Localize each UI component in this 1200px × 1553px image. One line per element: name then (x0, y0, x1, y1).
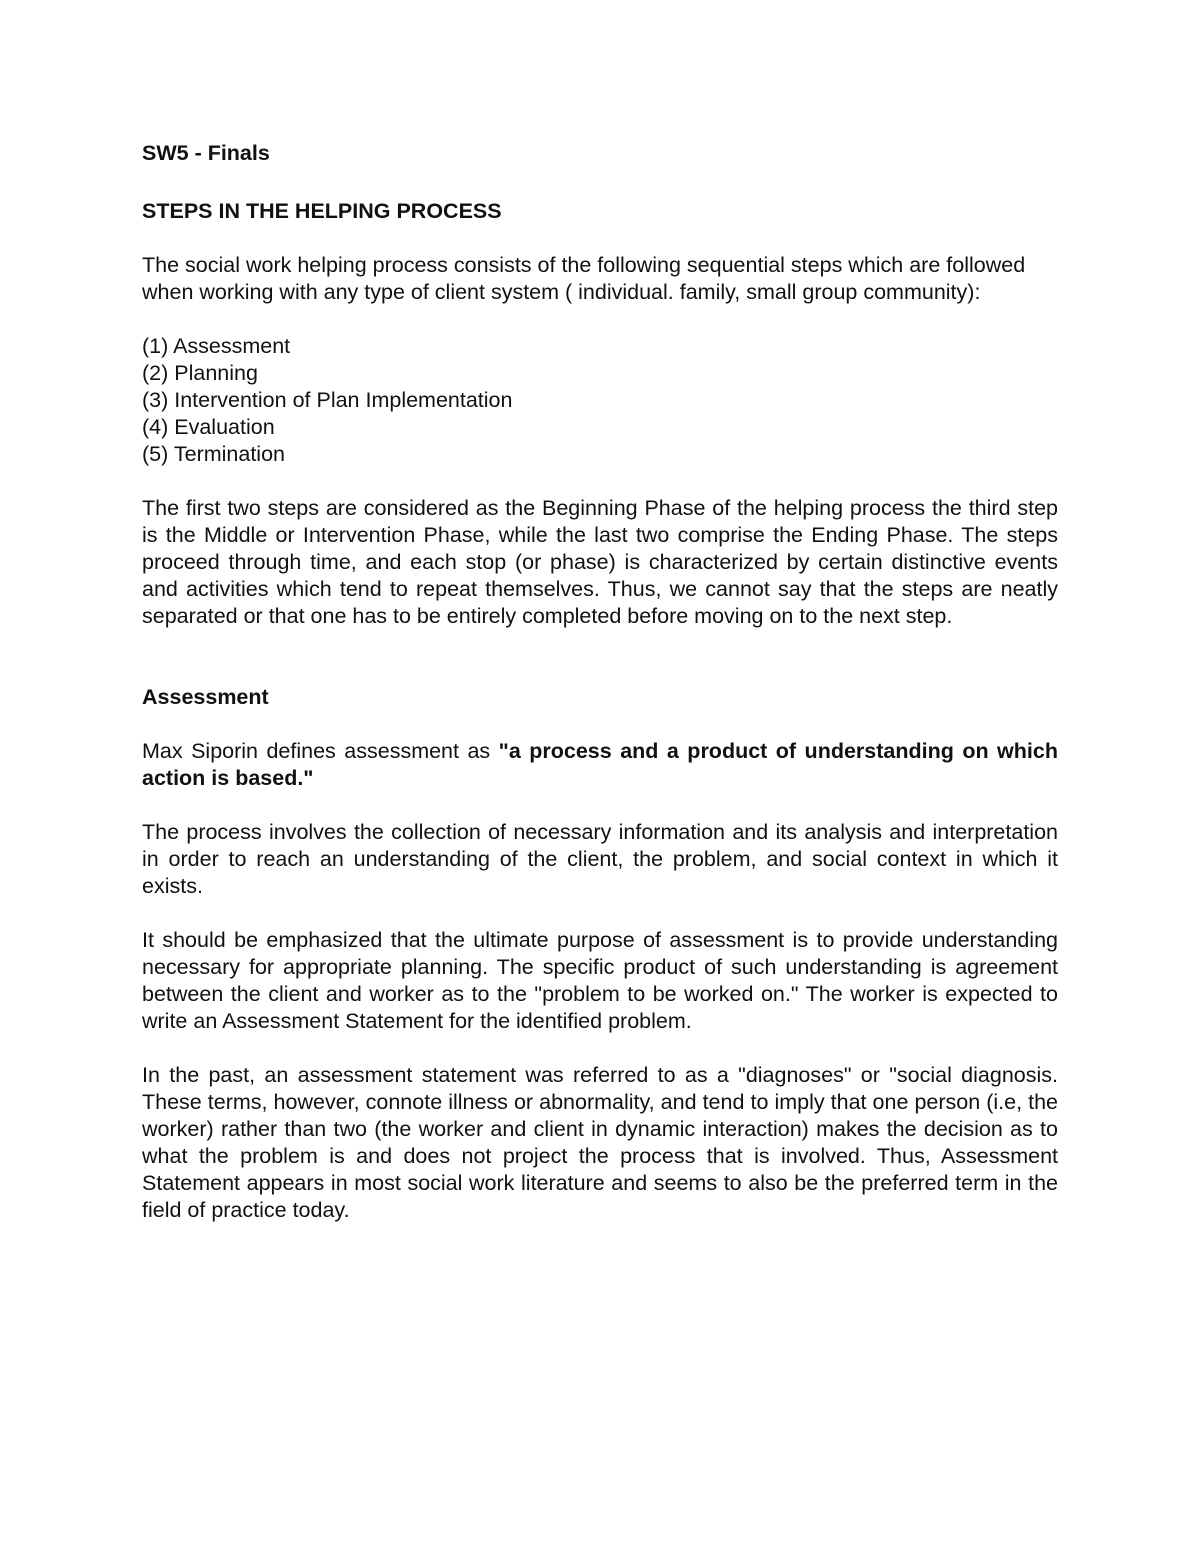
section-title: STEPS IN THE HELPING PROCESS (142, 199, 502, 223)
history-paragraph: In the past, an assessment statement was referred to as a "diagnoses" or "social diagnosis. These terms, however, connote illness or abnormality, and tend to imply that one person (i.e, the worker) rather than two (the worker and client in dynamic interaction) makes the decision as to what the problem is and does not project the process that is involved. Thus, Assessment Statement appears in most social work literature and seems to also be the preferred term in the field of practice today. (142, 1063, 1058, 1222)
definition-paragraph (142, 738, 1058, 792)
purpose-paragraph: It should be emphasized that the ultimate purpose of assessment is to provide understanding necessary for appropriate planning. The specific product of such understanding is agreement between the client and worker as to the "problem to be worked on." The worker is expected to write an Assessment Statement for the identified problem. (142, 928, 1058, 1033)
definition-quote: "a process and a product of understanding on which action is based." (142, 739, 1058, 790)
step-item: (4) Evaluation (142, 415, 275, 439)
process-paragraph: The process involves the collection of necessary information and its analysis and interpretation in order to reach an understanding of the client, the problem, and social context in which it exists. (142, 820, 1058, 898)
intro-paragraph: The social work helping process consists of the following sequential steps which are followed when working with any type of client system ( individual. family, small group community): (142, 253, 1026, 304)
phases-paragraph: The first two steps are considered as the Beginning Phase of the helping process the third step is the Middle or Intervention Phase, while the last two comprise the Ending Phase. The steps proceed through time, and each stop (or phase) is characterized by certain distinctive events and activities which tend to repeat themselves. Thus, we cannot say that the steps are neatly separated or that one has to be entirely completed before moving on to the next step. (142, 496, 1058, 628)
assessment-heading: Assessment (142, 685, 269, 709)
step-item: (3) Intervention of Plan Implementation (142, 388, 513, 412)
step-item: (5) Termination (142, 442, 285, 466)
step-item: (1) Assessment (142, 334, 291, 358)
document-page (142, 140, 1058, 1224)
step-item: (2) Planning (142, 361, 258, 385)
definition-prefix: Max Siporin defines assessment as (142, 739, 499, 763)
steps-list (142, 333, 1058, 468)
course-title: SW5 - Finals (142, 141, 270, 165)
